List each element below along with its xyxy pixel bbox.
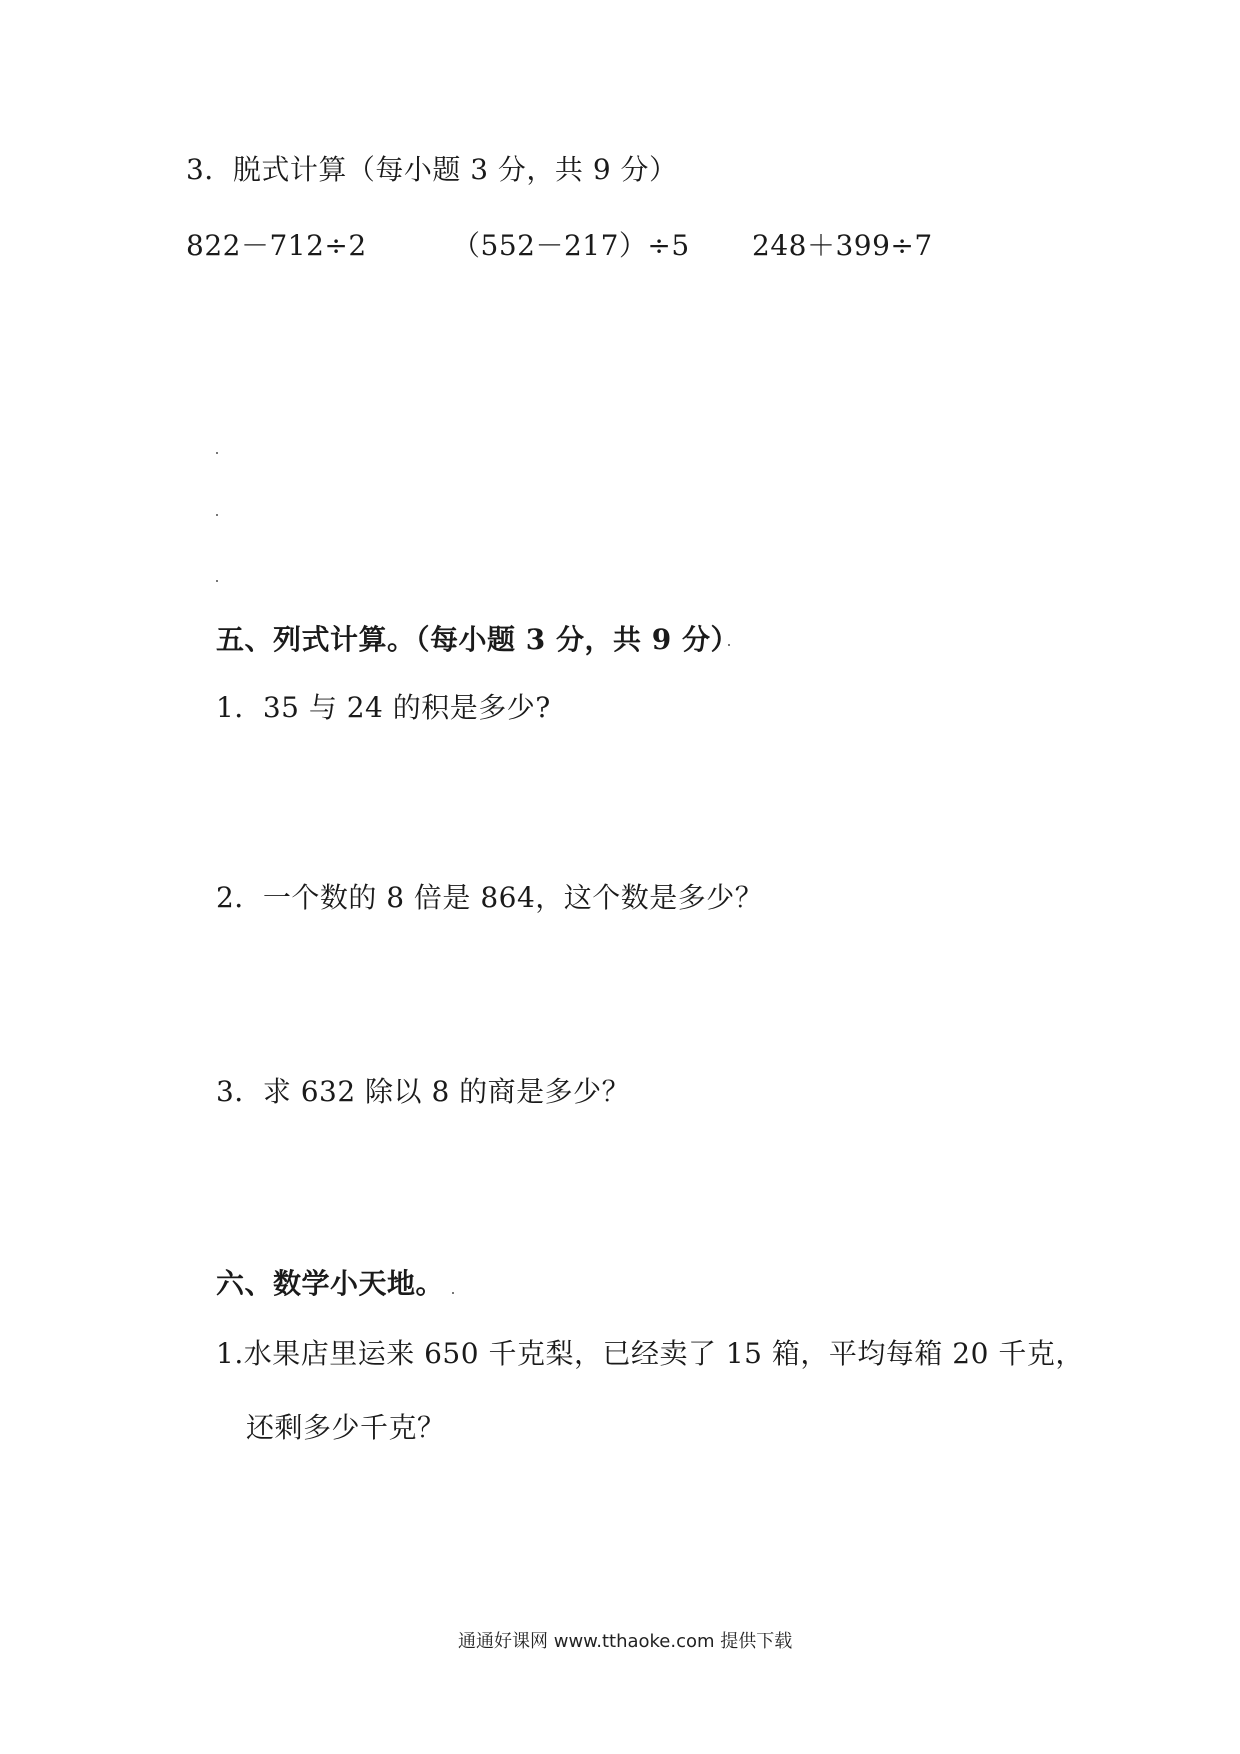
section-5-item-1: 1．35 与 24 的积是多少? [216, 691, 551, 724]
footer-source-note: 通通好课网 www.tthaoke.com 提供下载 [458, 1631, 793, 1652]
expression-2: （552－217）÷5 [452, 229, 690, 262]
section-5-title: 五、列式计算。（每小题 3 分，共 9 分） [216, 623, 739, 656]
expression-3: 248＋399÷7 [752, 229, 933, 262]
question-3-header: 3．脱式计算（每小题 3 分，共 9 分） [186, 153, 678, 186]
section-6-title: 六、数学小天地。 [216, 1267, 445, 1300]
section-6-item-1-line-1: 1.水果店里运来 650 千克梨，已经卖了 15 箱，平均每箱 20 千克， [216, 1337, 1084, 1370]
scan-speck [216, 580, 218, 582]
section-5-item-2: 2．一个数的 8 倍是 864，这个数是多少？ [216, 881, 764, 914]
scan-speck [452, 1292, 454, 1294]
section-6-item-1-line-2: 还剩多少千克？ [246, 1411, 446, 1444]
scan-speck [216, 452, 218, 454]
scan-speck [216, 514, 218, 516]
expression-1: 822－712÷2 [186, 229, 367, 262]
section-5-item-3: 3．求 632 除以 8 的商是多少？ [216, 1075, 631, 1108]
